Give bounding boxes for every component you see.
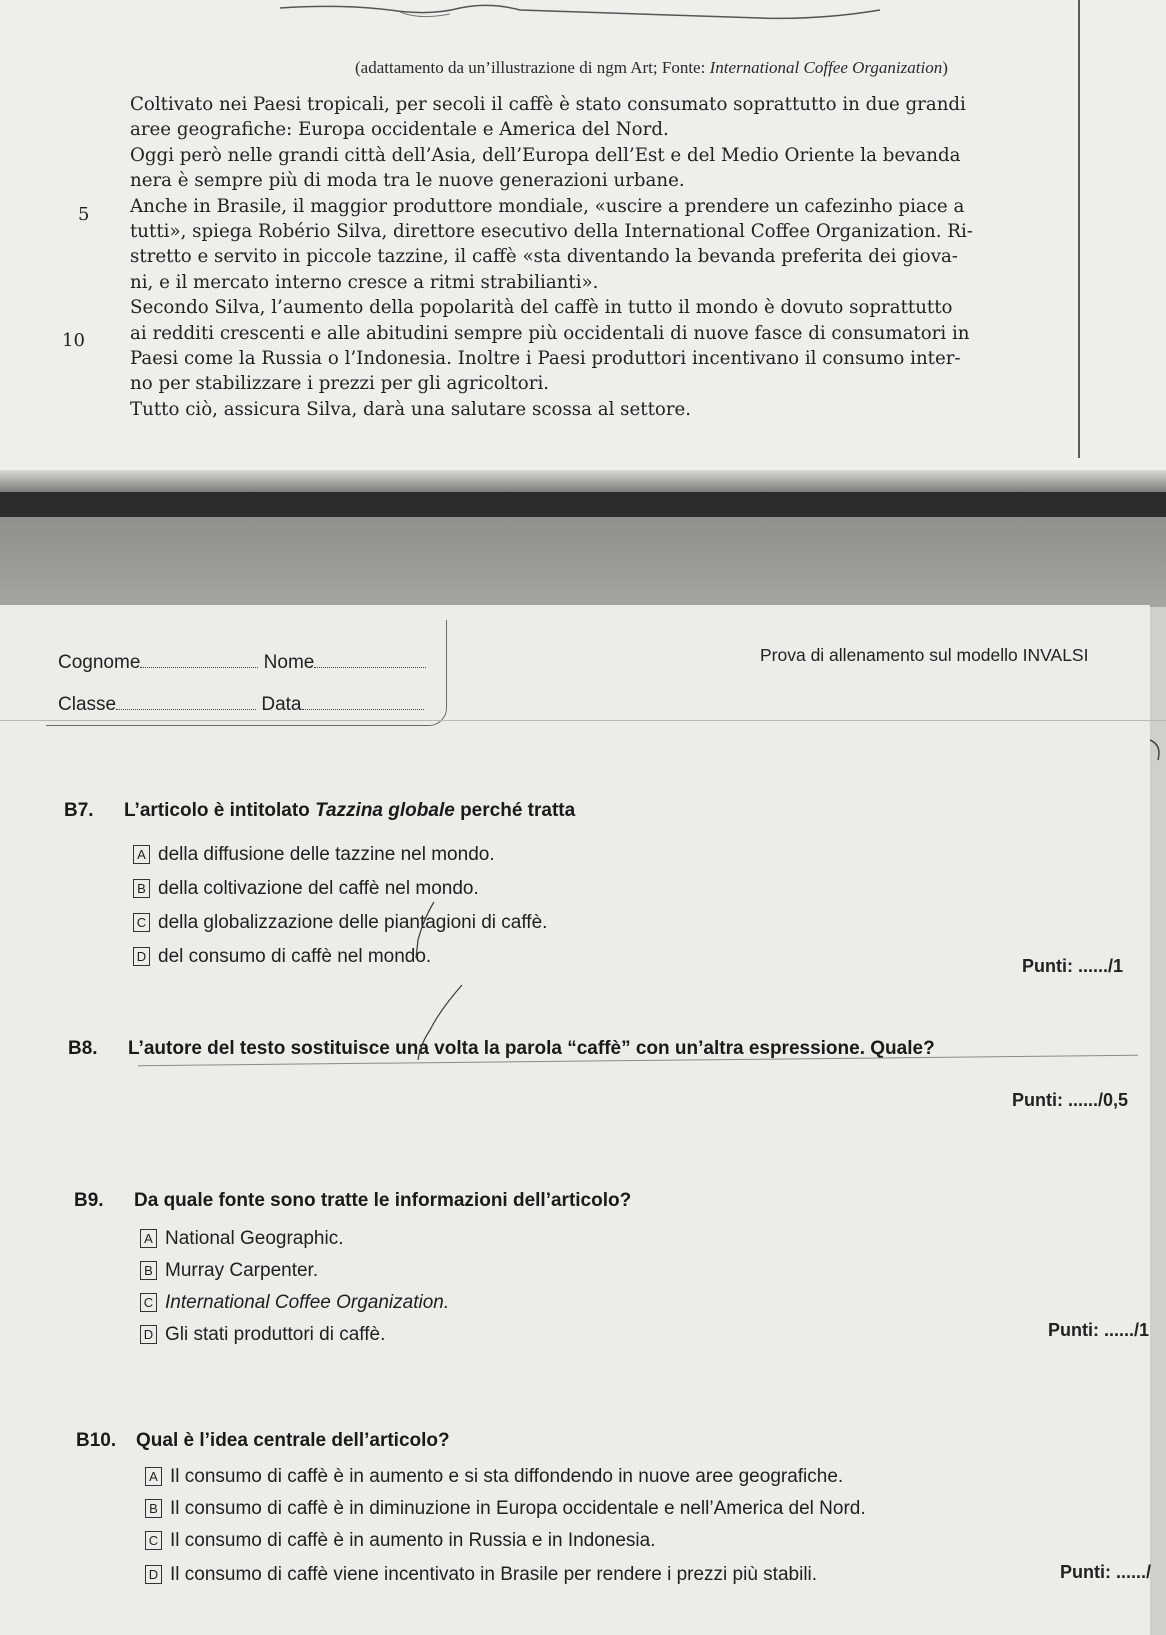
question-number: B7. [64, 800, 94, 821]
option-letter[interactable]: B [133, 879, 150, 898]
cognome-label: Cognome [58, 652, 141, 673]
classe-field[interactable] [58, 694, 424, 716]
b10-option-b[interactable] [145, 1498, 866, 1520]
option-letter[interactable]: A [140, 1229, 157, 1248]
article-line: tutti», spiega Robério Silva, direttore esecutivo della International Coffee Organization. Ri- [130, 221, 973, 243]
binding-strip [0, 492, 1166, 517]
caption-prefix: (adattamento da un’illustrazione di ngm Art; Fonte: [355, 58, 710, 77]
option-text: Il consumo di caffè è in aumento in Russia e in Indonesia. [170, 1530, 656, 1551]
question-text: L’articolo è intitolato [124, 800, 316, 821]
article-line: Oggi però nelle grandi città dell’Asia, dell’Europa dell’Est e del Medio Oriente la bevanda [130, 144, 961, 166]
option-letter[interactable]: C [140, 1293, 157, 1312]
data-blank[interactable] [302, 695, 424, 710]
option-letter[interactable]: C [133, 913, 150, 932]
line-number-10: 10 [62, 330, 85, 351]
b9-score: Punti: ....../1 [1048, 1320, 1150, 1340]
question-b8 [68, 1038, 935, 1060]
b7-option-c[interactable] [133, 912, 547, 934]
option-text: National Geographic. [165, 1228, 344, 1249]
article-text [130, 92, 1060, 422]
option-text: della coltivazione del caffè nel mondo. [158, 878, 479, 899]
test-title: Prova di allenamento sul modello INVALSI [760, 645, 1089, 665]
option-text: della diffusione delle tazzine nel mondo. [158, 844, 495, 865]
divider [0, 720, 1166, 721]
article-title: Tazzina globale [315, 800, 455, 821]
option-text: International Coffee Organization. [165, 1292, 450, 1313]
option-letter[interactable]: D [140, 1325, 157, 1344]
line-number-5: 5 [78, 204, 90, 225]
article-line: Paesi come la Russia o l’Indonesia. Inoltre i Paesi produttori incentivano il consumo inter- [130, 348, 961, 370]
b10-score: Punti: ....../ [1060, 1562, 1151, 1582]
classe-blank[interactable] [116, 695, 256, 710]
cognome-blank[interactable] [140, 653, 258, 668]
question-text: Da quale fonte sono tratte le informazioni dell’articolo? [134, 1190, 632, 1211]
option-text: Gli stati produttori di caffè. [165, 1324, 386, 1345]
b9-option-c[interactable] [140, 1292, 449, 1314]
article-line: stretto e servito in piccole tazzine, il caffè «sta diventando la bevanda preferita dei giova- [130, 246, 958, 268]
question-number: B10. [76, 1430, 117, 1451]
option-text: Il consumo di caffè è in aumento e si sta diffondendo in nuove aree geografiche. [170, 1466, 844, 1487]
option-letter[interactable]: D [133, 947, 150, 966]
b10-option-d[interactable] [145, 1564, 817, 1586]
option-text: della globalizzazione delle piantagioni di caffè. [158, 912, 548, 933]
b9-option-d[interactable] [140, 1324, 385, 1346]
b7-option-b[interactable] [133, 878, 479, 900]
b9-option-a[interactable] [140, 1228, 344, 1250]
data-label: Data [261, 694, 302, 715]
option-letter[interactable]: B [145, 1499, 162, 1518]
caption-source: International Coffee Organization [709, 58, 943, 77]
question-b9 [74, 1190, 631, 1212]
article-line: aree geografiche: Europa occidentale e America del Nord. [130, 119, 669, 141]
option-text: Murray Carpenter. [165, 1260, 319, 1281]
article-line: ai redditi crescenti e alle abitudini sempre più occidentali di nuove fasce di consumatori in [130, 322, 970, 344]
article-line: Anche in Brasile, il maggior produttore mondiale, «uscire a prendere un cafezinho piace a [130, 195, 965, 217]
b7-option-d[interactable] [133, 946, 431, 968]
figure-caption [355, 58, 1075, 78]
caption-suffix: ) [942, 58, 948, 77]
article-line: no per stabilizzare i prezzi per gli agricoltori. [130, 373, 550, 395]
cognome-field[interactable] [58, 652, 426, 674]
article-line: Coltivato nei Paesi tropicali, per secoli il caffè è stato consumato soprattutto in due grandi [130, 94, 966, 115]
option-letter[interactable]: A [145, 1467, 162, 1486]
b9-option-b[interactable] [140, 1260, 318, 1282]
option-text: Il consumo di caffè viene incentivato in Brasile per rendere i prezzi più stabili. [170, 1564, 818, 1585]
b7-score: Punti: ....../1 [1022, 956, 1124, 976]
question-number: B9. [74, 1190, 104, 1211]
b7-option-a[interactable] [133, 844, 495, 866]
question-b7 [64, 800, 575, 822]
b10-option-c[interactable] [145, 1530, 656, 1552]
b10-option-a[interactable] [145, 1466, 843, 1488]
option-letter[interactable]: B [140, 1261, 157, 1280]
nome-blank[interactable] [314, 653, 426, 668]
article-line: ni, e il mercato interno cresce a ritmi strabilianti». [130, 271, 599, 293]
article-line: nera è sempre più di moda tra le nuove generazioni urbane. [130, 170, 685, 192]
question-text: L’autore del testo sostituisce una volta la parola “caffè” con un’altra espressione. Quale? [128, 1038, 935, 1059]
article-page [0, 0, 1166, 470]
question-text: Qual è l’idea centrale dell’articolo? [136, 1430, 450, 1451]
nome-label: Nome [263, 652, 315, 673]
classe-label: Classe [58, 694, 117, 715]
article-line: Secondo Silva, l’aumento della popolarità del caffè in tutto il mondo è dovuto soprattutto [130, 297, 953, 319]
b8-score: Punti: ....../0,5 [1012, 1090, 1129, 1110]
article-line: Tutto ciò, assicura Silva, darà una salutare scossa al settore. [130, 398, 692, 420]
question-text-end: perché tratta [454, 800, 576, 821]
question-number: B8. [68, 1038, 98, 1059]
page-edge-shadow [0, 470, 1166, 492]
option-text: Il consumo di caffè è in diminuzione in Europa occidentale e nell’America del Nord. [170, 1498, 866, 1519]
option-letter[interactable]: A [133, 845, 150, 864]
question-b10 [76, 1430, 450, 1452]
option-letter[interactable]: C [145, 1531, 162, 1550]
option-text: del consumo di caffè nel mondo. [158, 946, 432, 967]
page-gap [0, 517, 1166, 607]
option-letter[interactable]: D [145, 1565, 162, 1584]
